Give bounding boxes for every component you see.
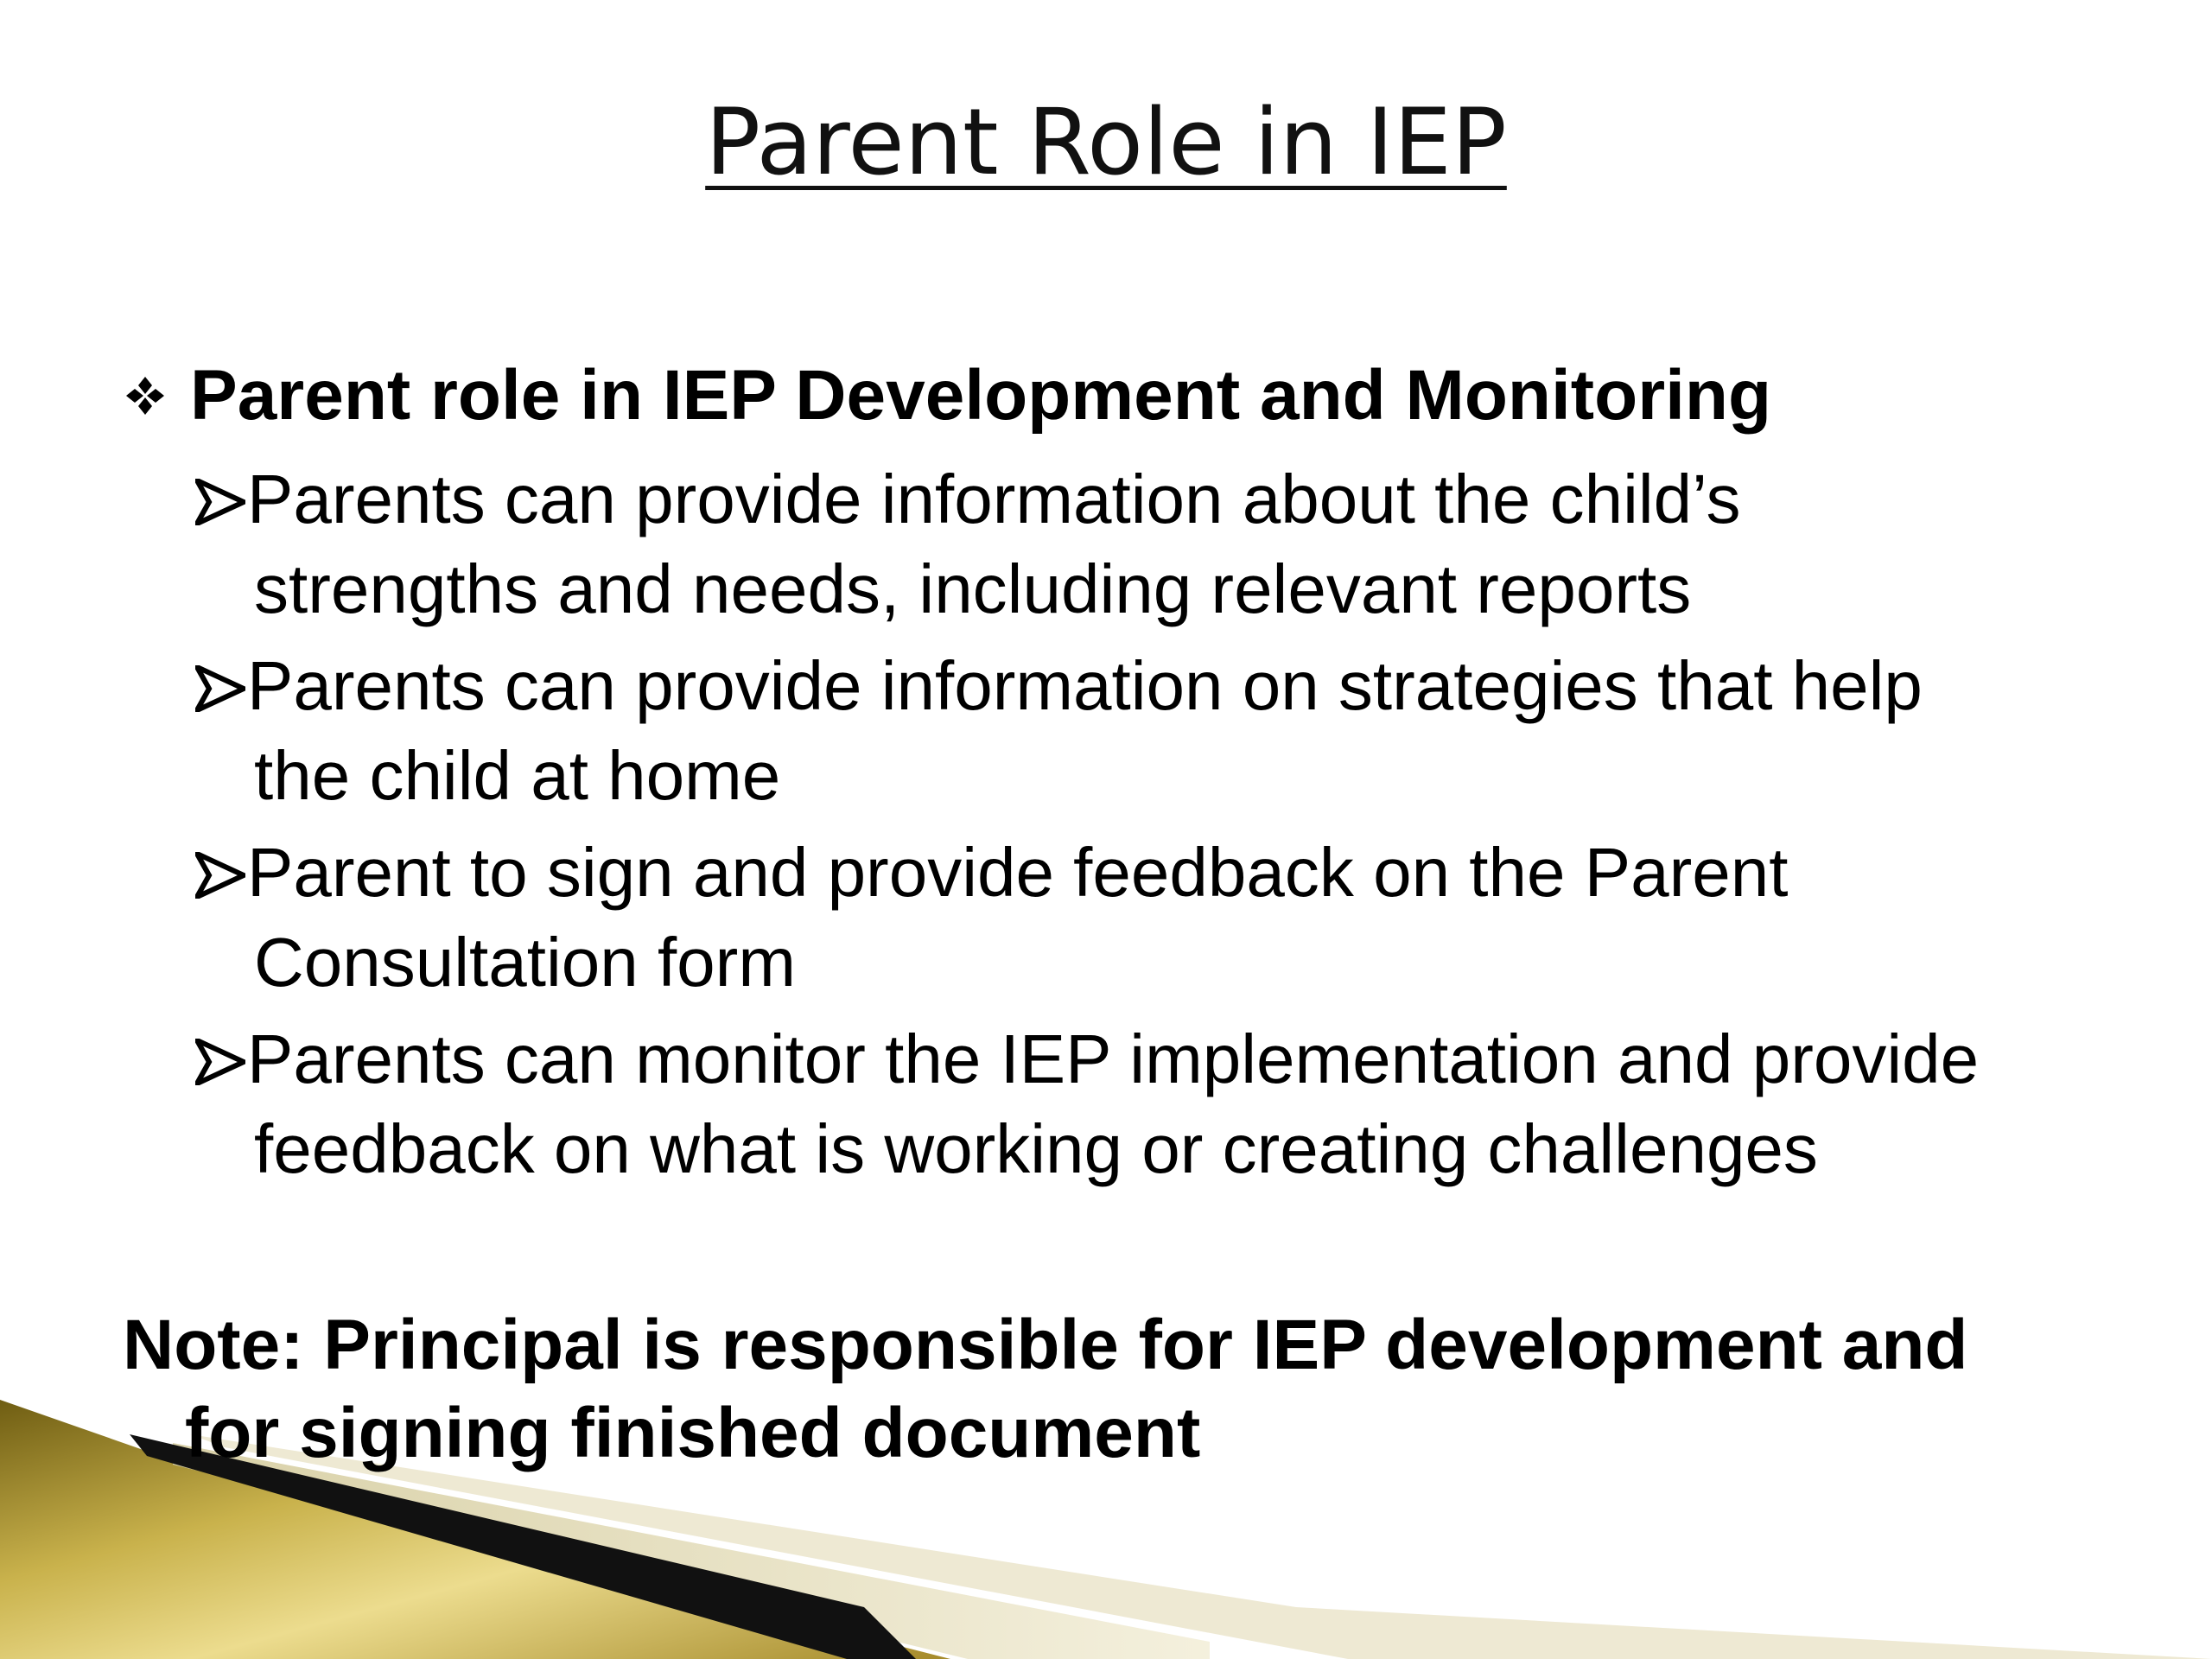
- arrowhead-icon: [195, 1039, 245, 1085]
- arrowhead-icon: [195, 479, 245, 525]
- section-heading: Parent role in IEP Development and Monitoring: [190, 356, 1772, 435]
- list-item: [195, 828, 2148, 1007]
- arrowhead-icon: [195, 665, 245, 712]
- list-item-line: Consultation form: [254, 924, 796, 1001]
- list-item-line: feedback on what is working or creating challenges: [254, 1110, 1818, 1187]
- page-title: Parent Role in IEP: [705, 89, 1507, 195]
- list-item: [195, 641, 2148, 821]
- list-item: [195, 1014, 2148, 1194]
- list-item-text: [195, 454, 2148, 634]
- list-item-text: [195, 1014, 2148, 1194]
- list-item-line: Parent to sign and provide feedback on the Parent: [247, 834, 1789, 911]
- list-item-line: Parents can provide information about the child’s: [247, 461, 1741, 537]
- principal-note: [123, 1301, 2110, 1478]
- list-item-text: [195, 828, 2148, 1007]
- list-item-line: strengths and needs, including relevant reports: [254, 550, 1692, 627]
- list-item-line: Parents can monitor the IEP implementation and provide: [247, 1020, 1980, 1097]
- list-item: [195, 454, 2148, 634]
- four-diamond-icon: [121, 372, 169, 420]
- list-item-line: the child at home: [254, 737, 781, 814]
- section-heading-row: [121, 353, 2108, 439]
- note-line: for signing finished document: [185, 1394, 1201, 1472]
- arrowhead-icon: [195, 852, 245, 899]
- list-item-line: Parents can provide information on strategies that help: [247, 647, 1923, 724]
- list-item-text: [195, 641, 2148, 821]
- note-line: Note: Principal is responsible for IEP development and: [123, 1306, 1968, 1384]
